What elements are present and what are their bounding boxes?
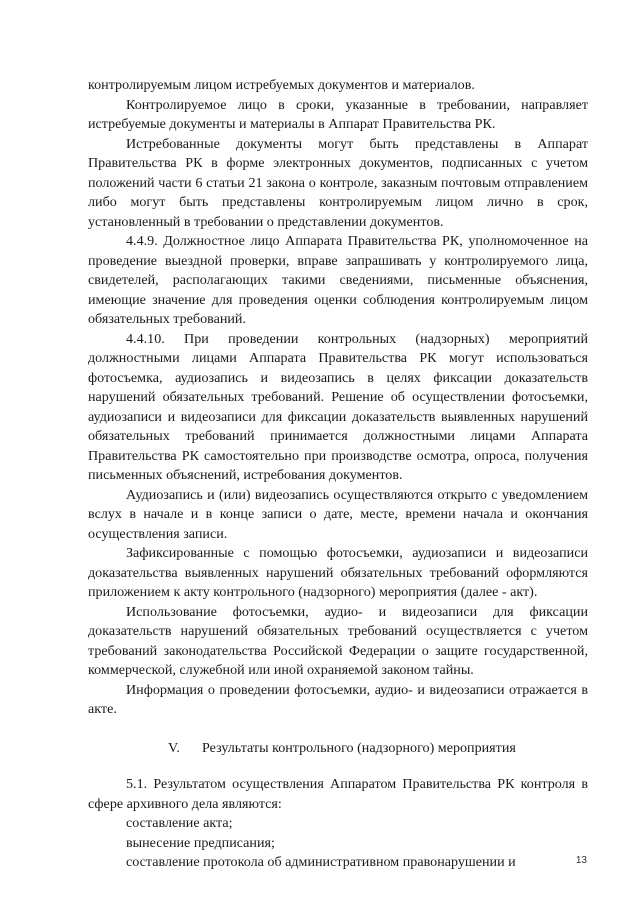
paragraph: Истребованные документы могут быть представлены в Аппарат Правительства РК в форме электронных документов, подписанных с учетом положений части 6 статьи 21 закона о контроле, заказным почтовым отправлением либо могут быть представлены контролируемым лицом лично в срок, установленный в требовании о представлении документов. bbox=[88, 135, 588, 230]
paragraph: 4.4.9. Должностное лицо Аппарата Правительства РК, уполномоченное на проведение выездной проверки, вправе запрашивать у контролируемого лица, свидетелей, располагающих такими сведениями, письменные объяснения, имеющие значение для проведения оценки соблюдения контролируемым лицом обязательных требований. bbox=[88, 233, 588, 327]
body-text-bottom bbox=[88, 775, 588, 873]
paragraph: составление акта; bbox=[126, 815, 233, 831]
paragraph: Аудиозапись и (или) видеозапись осуществляются открыто с уведомлением вслух в начале и в конце записи о дате, месте, времени начала и окончания осуществления записи. bbox=[88, 486, 588, 542]
section-number: V. bbox=[168, 739, 180, 756]
section-heading bbox=[88, 739, 588, 759]
paragraph: 4.4.10. При проведении контрольных (надзорных) мероприятий должностными лицами Аппарата Правительства РК могут использоваться фотосъемка, аудиозапись и видеозапись в целях фиксации доказательств нарушений обязательных требований. Решение об осуществлении фотосъемки, аудиозаписи и видеозаписи для фиксации доказательств выявленных нарушений обязательных требований принимается должностными лицами Аппарата Правительства РК самостоятельно при производстве осмотра, опроса, получения письменных объяснений, истребования документов. bbox=[88, 330, 588, 483]
paragraph: Зафиксированные с помощью фотосъемки, аудиозаписи и видеозаписи доказательства выявленных нарушений обязательных требований оформляются приложением к акту контрольного (надзорного) мероприятия (далее - акт). bbox=[88, 545, 588, 600]
paragraph: Информация о проведении фотосъемки, аудио- и видеозаписи отражается в акте. bbox=[88, 681, 588, 717]
paragraph: Использование фотосъемки, аудио- и видеозаписи для фиксации доказательств нарушений обязательных требований осуществляется с учетом требований законодательства Российской Федерации о защите государственной, коммерческой, служебной или иной охраняемой законом тайны. bbox=[88, 603, 588, 678]
body-text-top bbox=[88, 76, 588, 720]
paragraph: контролируемым лицом истребуемых документов и материалов. bbox=[88, 77, 475, 93]
page-number: 13 bbox=[575, 855, 587, 866]
section-title: Результаты контрольного (надзорного) мероприятия bbox=[202, 739, 516, 756]
paragraph: вынесение предписания; bbox=[126, 834, 275, 851]
paragraph: Контролируемое лицо в сроки, указанные в требовании, направляет истребуемые документы и материалы в Аппарат Правительства РК. bbox=[88, 96, 588, 132]
paragraph: составление протокола об административном правонарушении и bbox=[126, 854, 516, 870]
paragraph: 5.1. Результатом осуществления Аппаратом Правительства РК контроля в сфере архивного дела являются: bbox=[88, 776, 588, 812]
